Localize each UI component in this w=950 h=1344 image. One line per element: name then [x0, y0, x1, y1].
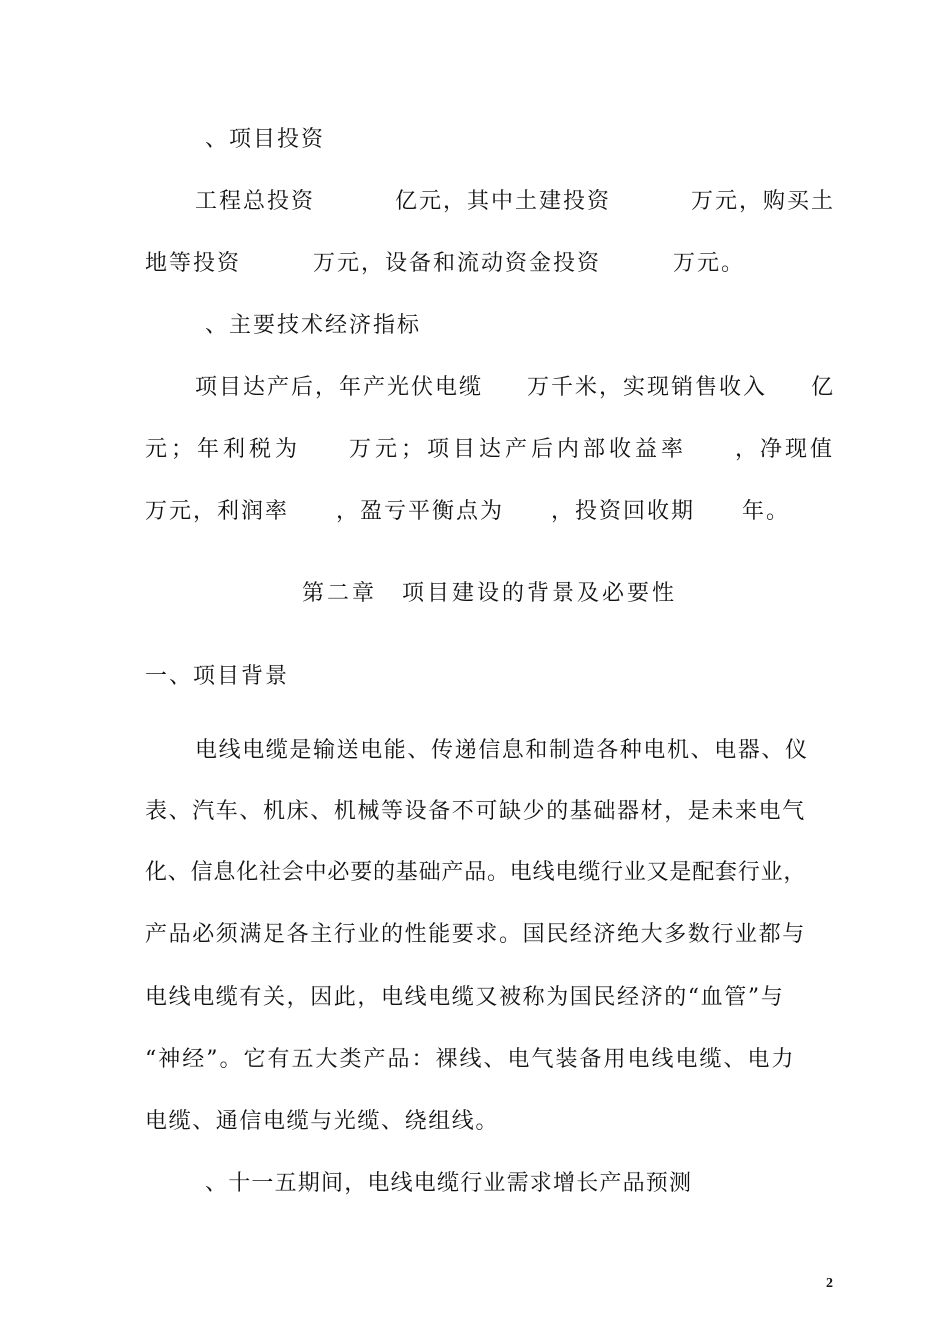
indicators-line-2 [145, 435, 835, 465]
indicators-line-1 [145, 373, 835, 403]
paragraph-line: “神经”。它有五大类产品：裸线、电气装备用电线电缆、电力 [145, 1047, 796, 1072]
text-segment: 地等投资 [145, 251, 242, 276]
text-segment: 亿 [810, 375, 835, 400]
section-heading-investment: 、项目投资 [205, 127, 326, 152]
text-segment: 万元，利润率 [145, 499, 290, 524]
paragraph-line: 电线电缆是输送电能、传递信息和制造各种电机、电器、仪 [195, 738, 809, 763]
paragraph-line: 电缆、通信电缆与光缆、绕组线。 [145, 1109, 500, 1134]
investment-line-2 [145, 249, 745, 279]
text-segment: 万元，设备和流动资金投资 [312, 251, 601, 276]
text-segment: ，净现值 [734, 437, 835, 462]
text-segment: 项目达产后，年产光伏电缆 [195, 375, 484, 400]
investment-line-1 [145, 187, 835, 217]
section-heading-indicators: 、主要技术经济指标 [205, 313, 422, 338]
text-segment: 年。 [741, 499, 790, 524]
text-segment: 万千米，实现销售收入 [526, 375, 767, 400]
text-segment: 万元；项目达产后内部收益率 [348, 437, 687, 462]
paragraph-line: 产品必须满足各主行业的性能要求。国民经济绝大多数行业都与 [145, 922, 806, 947]
text-segment: 元；年利税为 [145, 437, 302, 462]
paragraph-line: 表、汽车、机床、机械等设备不可缺少的基础器材，是未来电气 [145, 799, 806, 824]
chapter-title: 第二章 项目建设的背景及必要性 [302, 581, 678, 606]
indicators-line-3 [145, 497, 790, 527]
text-segment: 亿元，其中土建投资 [394, 189, 611, 214]
text-segment: ，盈亏平衡点为 [335, 499, 504, 524]
text-segment: 工程总投资 [195, 189, 316, 214]
section-heading-forecast: 、十一五期间，电线电缆行业需求增长产品预测 [205, 1171, 693, 1196]
page-number: 2 [826, 1276, 833, 1291]
text-segment: 万元，购买土 [690, 189, 835, 214]
text-segment: ，投资回收期 [550, 499, 695, 524]
text-segment: 万元。 [672, 251, 745, 276]
section-heading-background: 一、项目背景 [145, 664, 290, 689]
paragraph-line: 化、信息化社会中必要的基础产品。电线电缆行业又是配套行业， [145, 860, 807, 885]
paragraph-line: 电线电缆有关，因此，电线电缆又被称为国民经济的“血管”与 [145, 985, 785, 1010]
